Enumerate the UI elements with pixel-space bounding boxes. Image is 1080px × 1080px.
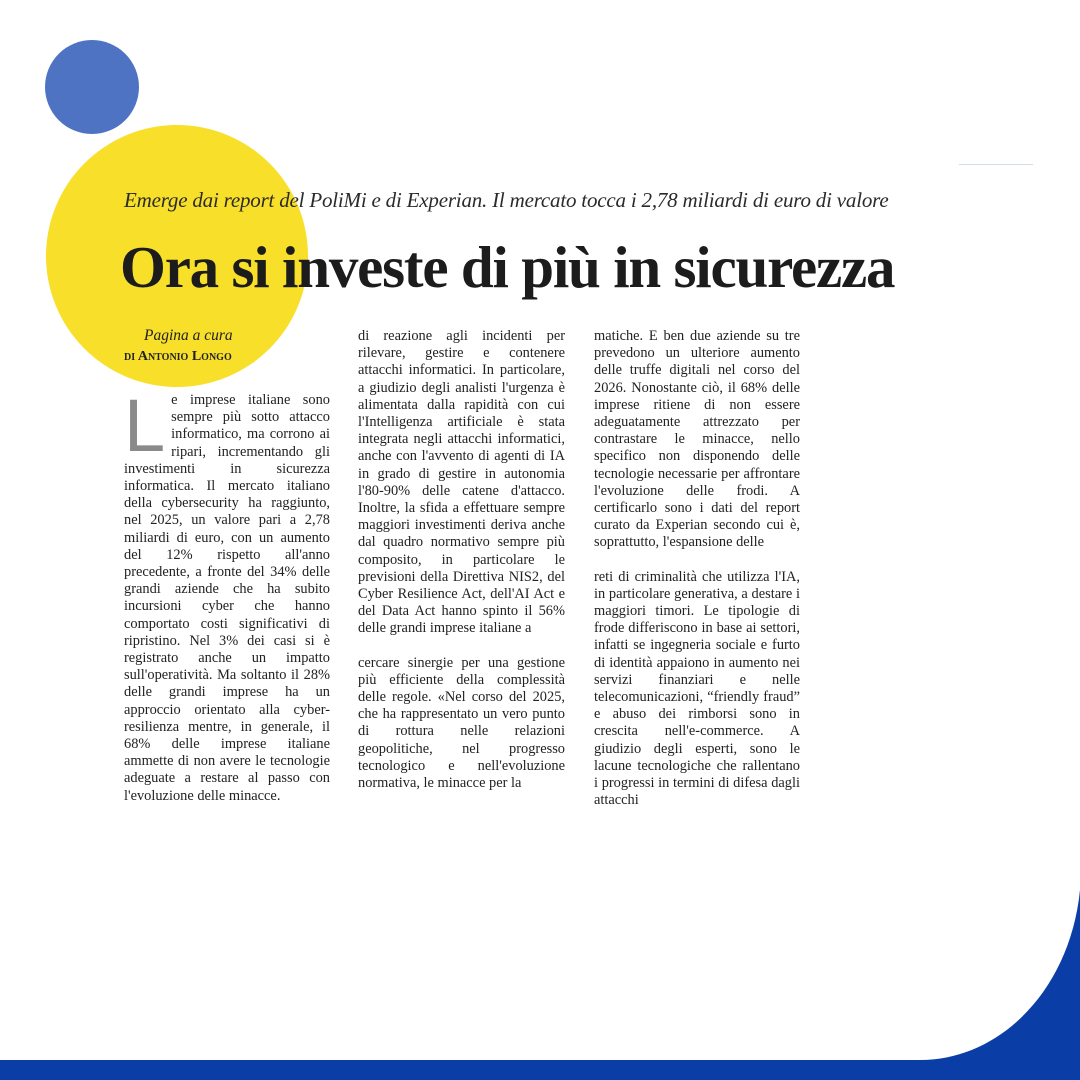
top-rule <box>959 164 1033 165</box>
column-3-text-b: reti di criminalità che utilizza l'IA, in particolare generativa, a destare i maggiori timori. Le tipologie di frode differiscono in base ai settori, infatti se ingegneria sociale e furto di identità appaiono in aumento nei servizi finanziari e nelle telecomunicazioni, “friendly fraud” e abuso dei rimborsi sono in crescita nell'e-commerce. A giudizio degli esperti, sono le lacune tecnologiche che rallentano i progressi in termini di difesa dagli attacchi <box>594 568 800 809</box>
column-2-text-a: di reazione agli incidenti per rilevare, gestire e contenere attacchi informatici. In particolare, a giudizio degli analisti l'urgenza è alimentata dalla rapidità con cui l'Intelligenza artificiale è stata integrata negli attacchi informatici, anche con l'avvento di agenti di IA in grado di gestire in autonomia l'80-90% delle catene d'attacco. Inoltre, la sfida a effettuare sempre maggiori investimenti deriva anche dal quadro normativo sempre più composito, in particolare le previsioni della Direttiva NIS2, del Cyber Resilience Act, dell'AI Act e del Data Act hanno spinto il 56% delle grandi imprese italiane a <box>358 328 565 637</box>
column-1-text: e imprese italiane sono sempre più sotto attacco informatico, ma corrono ai ripari, incrementando gli investimenti in sicurezza informatica. Il mercato italiano della cybersecurity ha raggiunto, nel 2025, un valore pari a 2,78 miliardi di euro, con un aumento del 12% rispetto all'anno precedente, a fronte del 34% delle grandi aziende che ha subito incursioni cyber che hanno comportato costi significativi di ripristino. Nel 3% dei casi si è registrato anche un impatto sull'operatività. Ma soltanto il 28% delle grandi imprese ha un approccio orientato alla cyber-resilienza mentre, in generale, il 68% delle imprese italiane ammette di non avere le tecnologie adeguate a restare al passo con l'evoluzione delle minacce. <box>124 392 330 804</box>
article-kicker: Emerge dai report del PoliMi e di Experian. Il mercato tocca i 2,78 miliardi di euro di valore <box>124 188 889 212</box>
column-3-text-a: matiche. E ben due aziende su tre prevedono un ulteriore aumento delle truffe digitali nel corso del 2026. Nonostante ciò, il 68% delle imprese ritiene di non essere adeguatamente attrezzato per contrastare le minacce, nello specifico non disponendo delle tecnologie necessarie per affrontare l'evoluzione delle frodi. A certificarlo sono i dati del report curato da Experian secondo cui è, soprattutto, l'espansione delle <box>594 328 800 551</box>
article-column-3 <box>594 328 800 809</box>
byline-author: di Antonio Longo <box>124 349 232 364</box>
blue-dot-decoration <box>45 40 139 134</box>
article-column-1 <box>124 384 330 805</box>
column-2-text-b: cercare sinergie per una gestione più efficiente della complessità delle regole. «Nel corso del 2025, che ha rappresentato un vero punto di rottura nelle relazioni geopolitiche, nel progresso tecnologico e nell'evoluzione normativa, le minacce per la <box>358 654 565 792</box>
newspaper-clipping <box>108 150 1038 840</box>
byline-caption: Pagina a cura <box>144 327 233 344</box>
article-headline: Ora si investe di più in sicurezza <box>120 234 895 300</box>
article-column-2 <box>358 328 565 792</box>
drop-cap: L <box>124 384 166 467</box>
